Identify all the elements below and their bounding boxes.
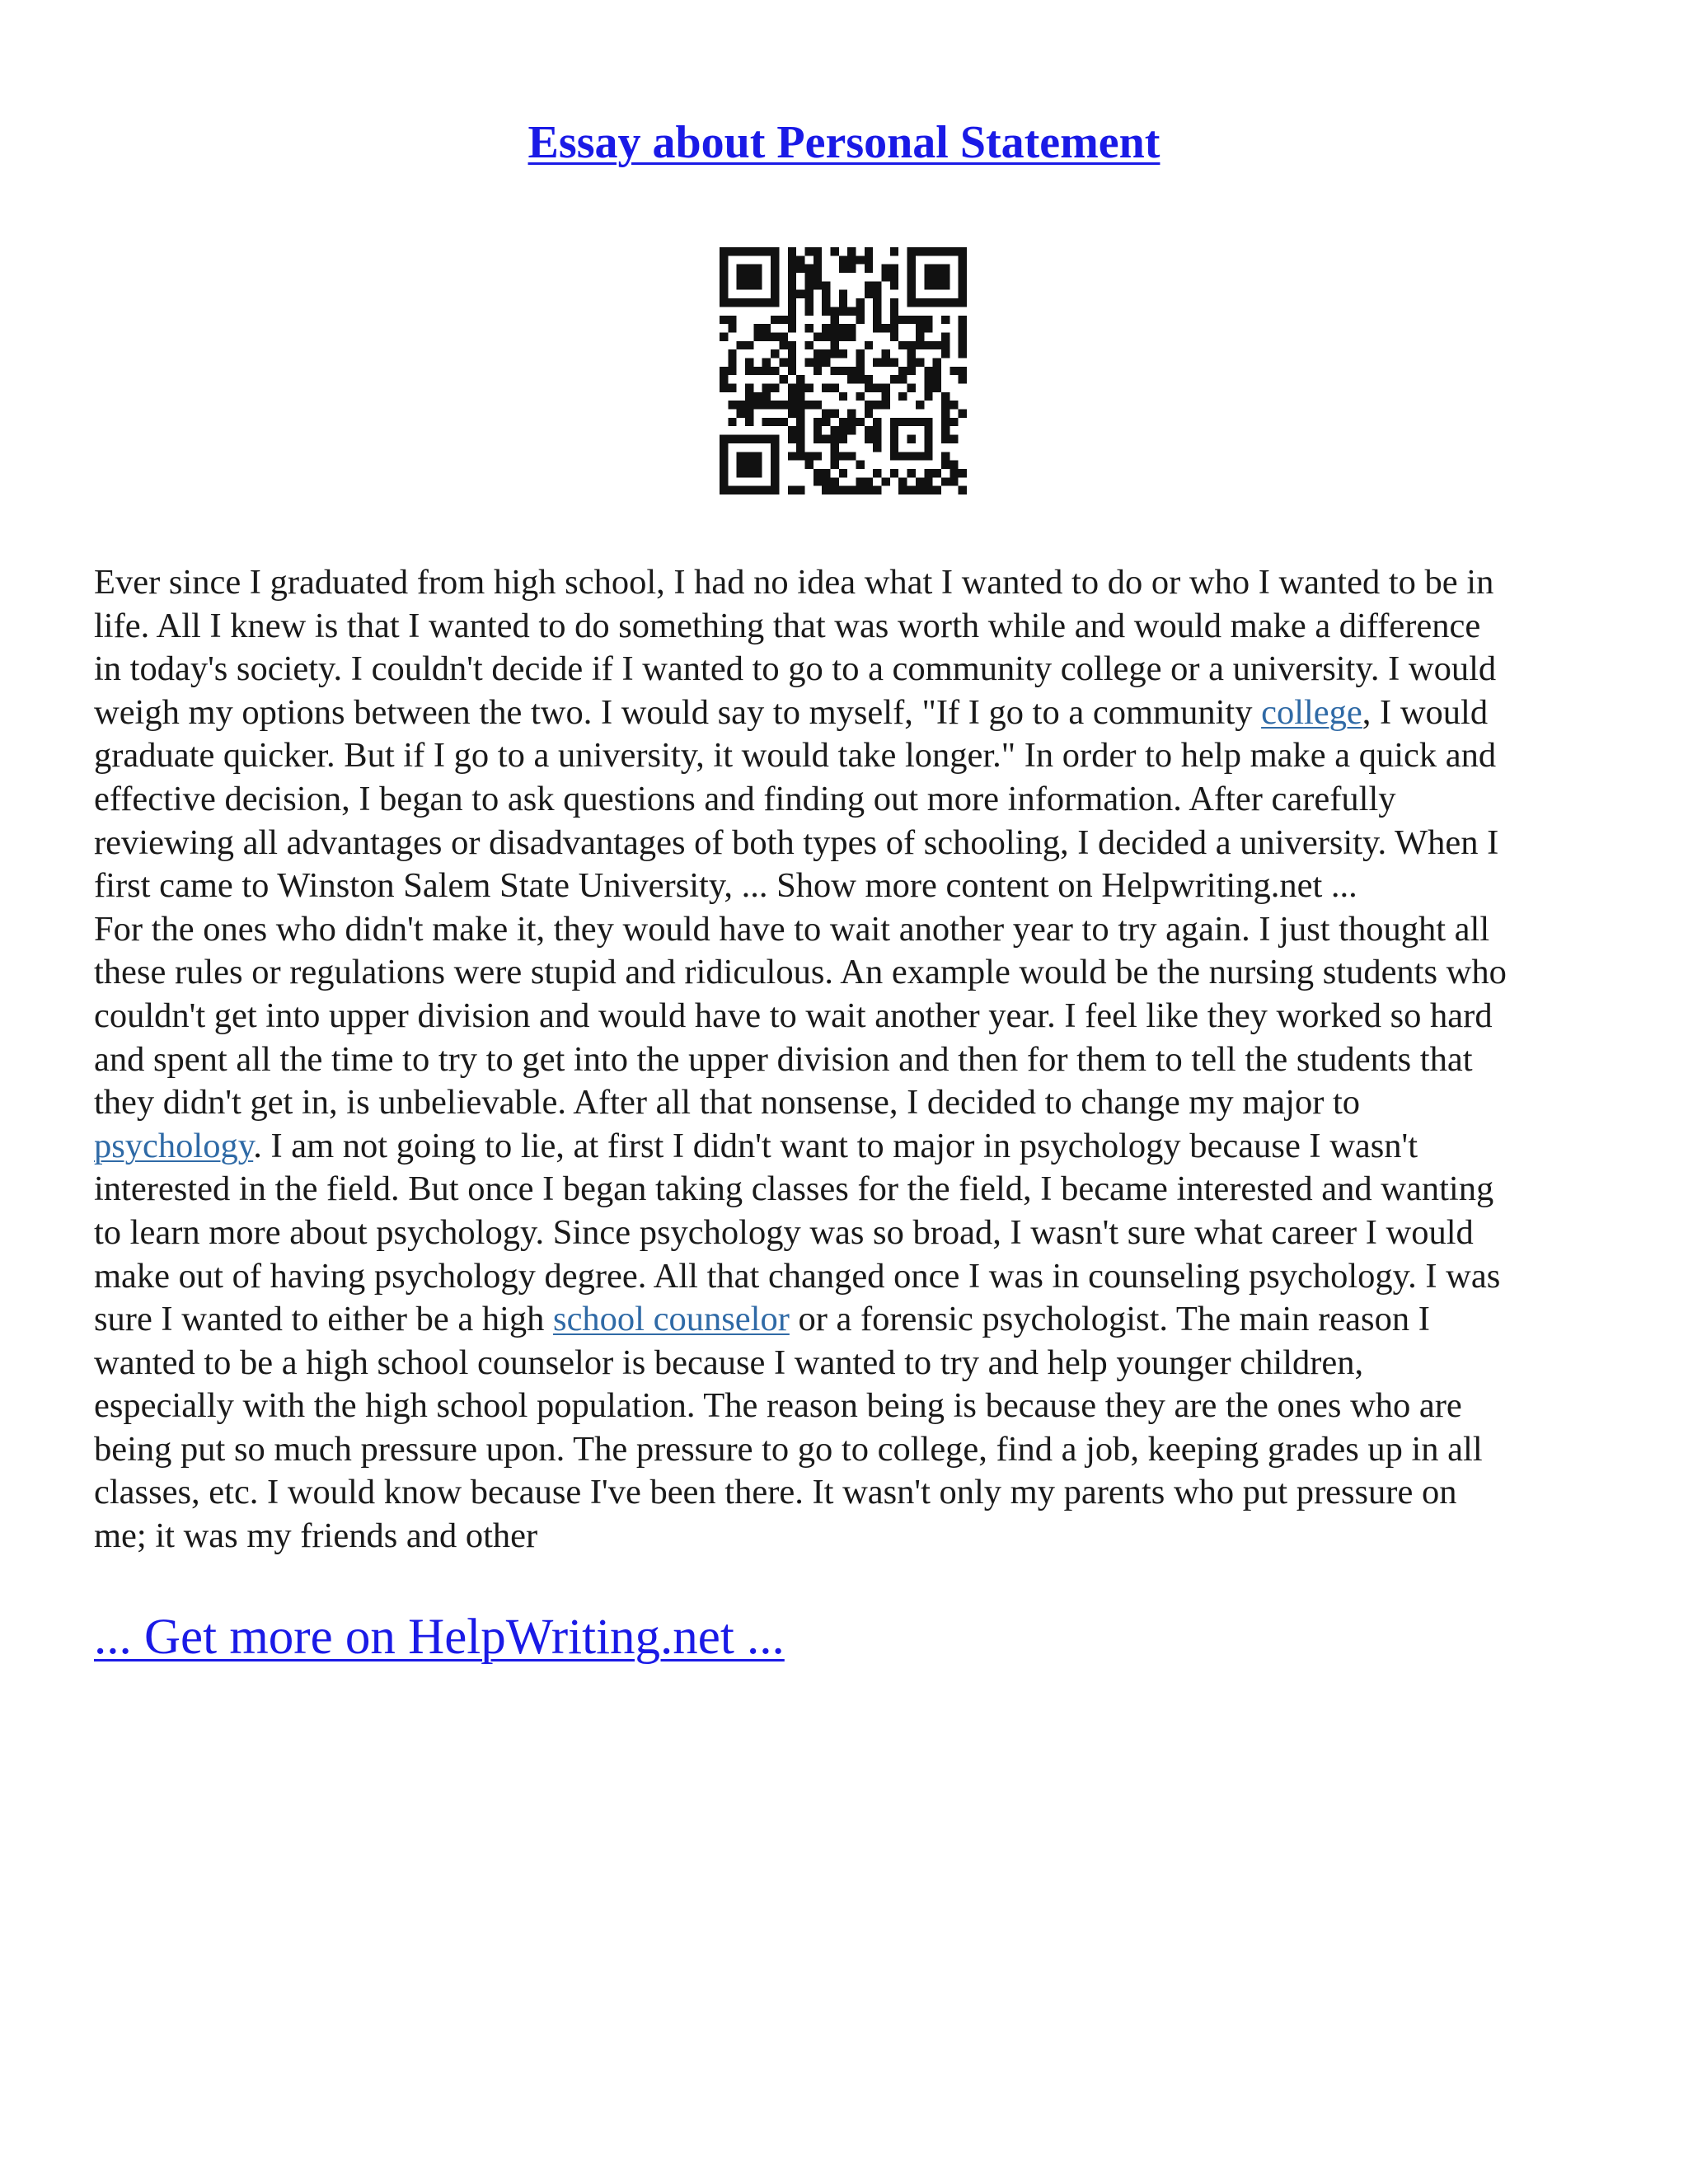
text-segment: . I am not going to lie, at first I didn't want to major in psychology because I wasn't	[253, 1126, 1418, 1165]
text-line: especially with the high school population. The reason being is because they are the ones who are	[94, 1386, 1462, 1426]
text-line: life. All I knew is that I wanted to do something that was worth while and would make a difference	[94, 606, 1481, 645]
text-line: classes, etc. I would know because I've been there. It wasn't only my parents who put pressure on	[94, 1473, 1457, 1512]
text-line: graduate quicker. But if I go to a university, it would take longer." In order to help make a quick and	[94, 736, 1497, 776]
text-line: being put so much pressure upon. The pressure to go to college, find a job, keeping grades up in all	[94, 1429, 1483, 1469]
text-segment: , I would	[1362, 692, 1489, 732]
text-line	[94, 1125, 1611, 1169]
text-segment: weigh my options between the two. I would say to myself, "If I go to a community	[94, 692, 1262, 732]
text-line: reviewing all advantages or disadvantages of both types of schooling, I decided a university. When I	[94, 823, 1499, 862]
school-counselor-link[interactable]: school counselor	[553, 1300, 790, 1339]
text-line: first came to Winston Salem State University, ... Show more content on Helpwriting.net ...	[94, 866, 1357, 906]
text-line: make out of having psychology degree. All that changed once I was in counseling psychology. I was	[94, 1256, 1501, 1296]
text-line	[94, 1298, 1611, 1342]
text-line	[94, 691, 1611, 735]
college-link[interactable]: college	[1261, 692, 1362, 732]
text-line: to learn more about psychology. Since psychology was so broad, I wasn't sure what career I would	[94, 1212, 1474, 1252]
text-line: For the ones who didn't make it, they would have to wait another year to try again. I just thought all	[94, 909, 1490, 949]
text-line: they didn't get in, is unbelievable. After all that nonsense, I decided to change my major to	[94, 1083, 1361, 1122]
psychology-link[interactable]: psychology	[94, 1126, 254, 1165]
title-link[interactable]: Essay about Personal Statement	[528, 117, 1160, 168]
text-line: in today's society. I couldn't decide if I wanted to go to a community college or a university. I would	[94, 649, 1497, 689]
text-line: and spent all the time to try to get into the upper division and then for them to tell the students that	[94, 1039, 1473, 1079]
essay-body	[94, 561, 1611, 1558]
text-segment: sure I wanted to either be a high	[94, 1300, 554, 1339]
text-line: Ever since I graduated from high school, I had no idea what I wanted to do or who I wanted to be in	[94, 563, 1494, 602]
text-line: interested in the field. But once I began taking classes for the field, I became interested and wanting	[94, 1169, 1494, 1209]
text-line: couldn't get into upper division and would have to wait another year. I feel like they worked so hard	[94, 996, 1493, 1035]
text-line: these rules or regulations were stupid and ridiculous. An example would be the nursing students who	[94, 953, 1507, 992]
text-line: me; it was my friends and other	[94, 1516, 538, 1556]
text-segment: or a forensic psychologist. The main reason I	[789, 1300, 1430, 1339]
text-line: effective decision, I began to ask questions and finding out more information. After carefully	[94, 779, 1396, 818]
qr-code-icon	[720, 247, 967, 494]
page-title	[0, 114, 1688, 171]
get-more-link[interactable]: ... Get more on HelpWriting.net ...	[94, 1610, 785, 1665]
text-line: wanted to be a high school counselor is because I wanted to try and help younger children,	[94, 1343, 1364, 1382]
